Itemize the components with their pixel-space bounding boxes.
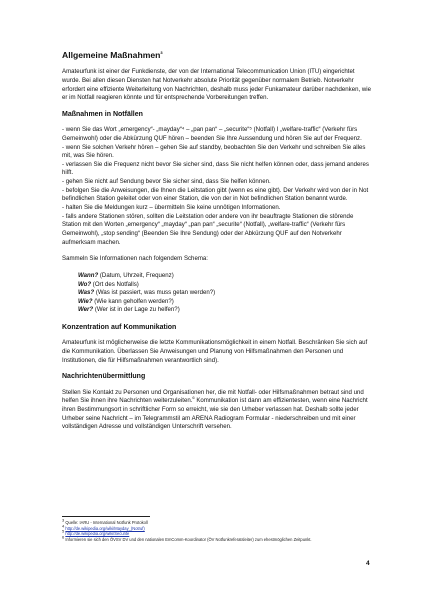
question-detail: (Wie kann geholfen werden?) [92,297,174,305]
footnote-link[interactable]: http://de.wikipedia.org/wiki/Securite [65,531,130,537]
nachrichten-paragraph [62,389,372,432]
nachrichten-text-a: Stellen Sie Kontakt zu Personen und Organisationen her, die mit Notfall- oder Hilfsmaßnahmen betraut sind und helfen Sie ihnen ihre Nachrichten weiterzuleiten. [62,388,364,405]
notfall-list [62,126,372,247]
list-item: - wenn Sie das Wort „emergency“- „mayday“⁴ – „pan pan“ – „securite“⁵ (Notfall) I „welfare-traffic“ (Verkehr fürs Gemeinwohl) oder die Abkürzung QUF hören – beenden Sie Ihre Aussendung und hören Sie auf der Frequenz. [62,126,362,142]
question-word: Wo? [78,280,92,288]
footnote-number: 6 [62,534,65,540]
list-item: - falls andere Stationen stören, sollten die Leitstation oder andere von ihr beauftragte Stationen die störende Station mit den Worten „emergency“ „mayday“ „pan pan“ „securite“ (Notfall), „welfare-traffic“ (Verkehr fürs Gemeinwohl), „stop sending“ (Beenden Sie Ihre Sendung) oder der Abkürzung QUF auf den Notverkehr aufmerksam machen. [62,212,354,246]
page-title [62,50,372,60]
question-detail: (Wer ist in der Lage zu helfen?) [93,306,180,314]
footnote-ref: 3 [160,50,163,56]
question-item [78,298,372,307]
section-heading-notfall: Maßnahmen in Notfällen [62,110,143,118]
question-list [78,272,372,315]
nachrichten-text-b: Kommunikation ist dann am effizientesten, wenn eine Nachricht ihren Bestimmungsort in schriftlicher Form so erreicht, wie sie den Urheber verlassen hat. Deshalb sollte jeder Urheber seine Nachricht – im Telegrammstil am ARENA Radiogram Formular - niederschreiben und mit einer vollständigen Adresse und vollständigen Unterschrift versehen. [62,397,368,431]
footnote-divider [62,516,150,517]
kommunikation-paragraph: Amateurfunk ist möglicherweise die letzte Kommunikationsmöglichkeit in einem Notfall. Beschränken Sie sich auf die Kommunikation. Überlassen Sie Anweisungen und Planung von Hilfsmaßnahmen den Personen und Institutionen, die für Hilfsmaßnahmen verantwortlich sind). [62,339,368,364]
list-item: - befolgen Sie die Anweisungen, die Ihnen die Leitstation gibt (wenn es eine gibt). Der Verkehr wird von der in Not befindlichen Station geleitet oder von einer Station, die von der in Not befindlichen Station benannt wurde. [62,186,369,203]
footnote-text: Quelle: IARU - International Notfunk Protokoll [64,520,148,525]
question-word: Wer? [78,306,94,314]
list-item: - verlassen Sie die Frequenz nicht bevor Sie sicher sind, dass Sie nicht helfen können oder, dass jemand anderes hilft. [62,160,369,177]
document-body [62,50,372,440]
page-title-text: Allgemeine Maßnahmen [62,50,161,60]
collect-info-text: Sammeln Sie Informationen nach folgendem Schema: [62,255,208,263]
question-item [78,289,372,298]
list-item: - halten Sie die Meldungen kurz – übermitteln Sie keine unnötigen Informationen. [62,204,281,212]
question-detail: (Datum, Uhrzeit, Frequenz) [98,271,174,279]
question-word: Wann? [78,271,99,279]
section-heading-nachrichten: Nachrichtenübermittlung [62,373,146,381]
question-detail: (Ort des Notfalls) [91,280,139,288]
question-detail: (Was ist passiert, was muss getan werden?) [94,289,216,297]
list-item: - gehen Sie nicht auf Sendung bevor Sie sicher sind, dass Sie helfen können. [62,178,271,186]
intro-paragraph: Amateurfunk ist einer der Funkdienste, der von der International Telecommunication Union (ITU) eingerichtet wurde. Bei allen diesen Diensten hat Notverkehr absolute Priorität gegenüber normalem Betrieb. Notverkehr erfordert eine effiziente Weiterleitung von Nachrichten, deshalb muss jeder Funkamateur darüber nachdenken, wie er im Notfall reagieren könnte und für entsprechende Vorbereitungen treffen. [62,68,372,102]
question-item [78,272,372,281]
footnotes [62,516,372,542]
question-word: Was? [78,289,95,297]
question-word: Wie? [78,297,93,305]
footnote-link[interactable]: http://de.wikipedia.org/wiki/Mayday_(Notruf) [65,525,145,531]
question-item [78,281,372,290]
footnote-ref: 6 [192,395,195,401]
footnote-number: 3 [62,517,65,523]
section-heading-kommunikation: Konzentration auf Kommunikation [62,324,177,332]
footnote-text: Informieren sie sich den ÖVSV DV und den nationalen EmComm-Koordinator (ÖV Notfunkreferatsleiter) zum ehestmöglichen Zeitpunkt. [64,536,312,542]
question-item [78,306,372,315]
page-number: 4 [366,560,370,567]
footnote-number: 4 [62,523,65,529]
list-item: - wenn Sie solchen Verkehr hören – gehen Sie auf standby, beobachten Sie den Verkehr und schreiben Sie alles mit, was Sie hören. [62,143,366,160]
footnote-number: 5 [62,528,65,534]
